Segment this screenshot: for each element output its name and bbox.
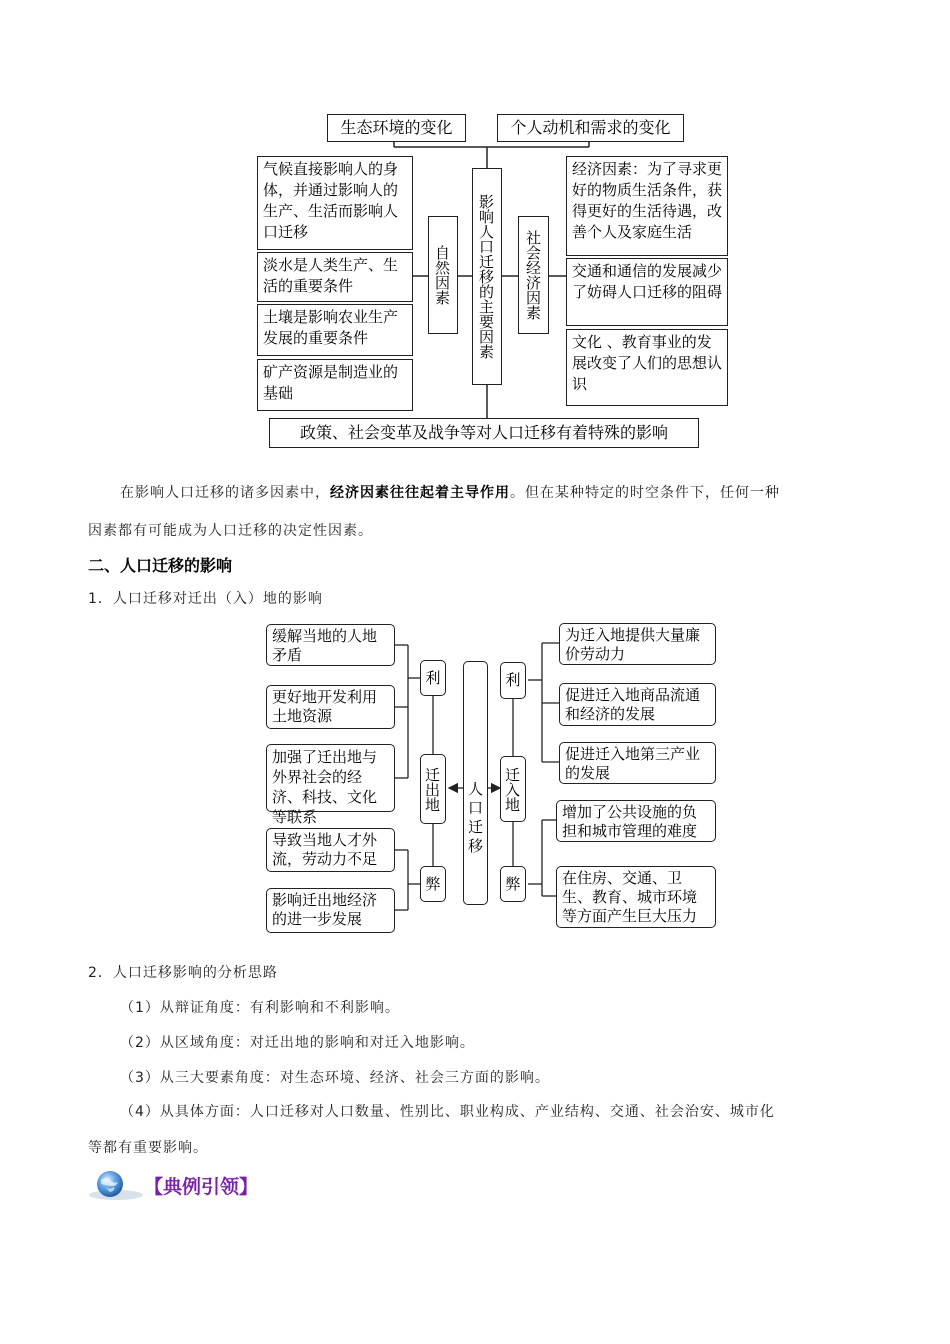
out-benefit-item-3: 加强了迁出地与外界社会的经济、科技、文化等联系: [266, 744, 395, 812]
out-harm-item-1: 导致当地人才外流，劳动力不足: [266, 828, 395, 872]
natural-factor-label: 自然因素: [428, 216, 458, 334]
ecology-change-box: 生态环境的变化: [327, 114, 466, 142]
analysis-item-1: （1）从辩证角度：有利影响和不利影响。: [120, 1000, 400, 1016]
in-benefit-label: 利: [500, 662, 526, 699]
in-place-label: 迁入地: [500, 756, 526, 822]
globe-icon: [88, 1168, 148, 1204]
out-benefit-item-1: 缓解当地的人地矛盾: [266, 624, 395, 666]
analysis-item-4: （4）从具体方面：人口迁移对人口数量、性别比、职业构成、产业结构、交通、社会治安、城市化: [120, 1104, 775, 1120]
intro-paragraph-line2: 因素都有可能成为人口迁移的决定性因素。: [88, 523, 373, 539]
analysis-item-3: （3）从三大要素角度：对生态环境、经济、社会三方面的影响。: [120, 1070, 550, 1086]
example-header: [88, 1168, 288, 1204]
personal-motive-box: 个人动机和需求的变化: [497, 114, 684, 142]
in-harm-item-1: 增加了公共设施的负担和城市管理的难度: [556, 800, 716, 842]
social-factor-item-3: 文化 、教育事业的发展改变了人们的思想认识: [566, 329, 728, 406]
natural-factor-item-1: 气候直接影响人的身体，并通过影响人的生产、生活而影响人口迁移: [257, 156, 413, 250]
in-harm-item-2: 在住房、交通、卫生、教育、城市环境等方面产生巨大压力: [556, 866, 716, 928]
main-factors-center: 影响人口迁移的主要因素: [472, 168, 502, 385]
para-text-after: 。但在某种特定的时空条件下，任何一种: [510, 485, 780, 501]
out-harm-item-2: 影响迁出地经济的进一步发展: [266, 888, 395, 933]
in-benefit-item-3: 促进迁入地第三产业的发展: [559, 742, 716, 784]
out-benefit-label: 利: [420, 660, 446, 696]
natural-factor-item-4: 矿产资源是制造业的基础: [257, 359, 413, 411]
in-benefit-item-2: 促进迁入地商品流通和经济的发展: [559, 683, 716, 726]
in-harm-label: 弊: [500, 866, 526, 902]
analysis-item-4-cont: 等都有重要影响。: [88, 1140, 208, 1156]
natural-factor-item-2: 淡水是人类生产、生活的重要条件: [257, 252, 413, 302]
subsection-one-title: 1．人口迁移对迁出（入）地的影响: [88, 591, 323, 607]
analysis-item-2: （2）从区域角度：对迁出地的影响和对迁入地影响。: [120, 1035, 475, 1051]
example-label: 【典例引领】: [144, 1176, 259, 1198]
social-factor-label: 社会经济因素: [518, 216, 549, 334]
out-benefit-item-2: 更好地开发利用土地资源: [266, 685, 395, 729]
subsection-two-title: 2．人口迁移影响的分析思路: [88, 965, 278, 981]
para-text-before: 在影响人口迁移的诸多因素中，: [120, 485, 330, 501]
in-benefit-item-1: 为迁入地提供大量廉价劳动力: [559, 623, 716, 665]
out-place-label: 迁出地: [420, 754, 446, 824]
natural-factor-item-3: 土壤是影响农业生产发展的重要条件: [257, 304, 413, 356]
policy-war-box: 政策、社会变革及战争等对人口迁移有着特殊的影响: [269, 418, 699, 448]
social-factor-item-2: 交通和通信的发展减少了妨碍人口迁移的阻碍: [566, 258, 728, 326]
out-harm-label: 弊: [420, 866, 446, 902]
migration-center: 人口迁移: [463, 661, 488, 905]
para-text-bold: 经济因素往往起着主导作用: [330, 485, 510, 501]
social-factor-item-1: 经济因素：为了寻求更好的物质生活条件，获得更好的生活待遇，改善个人及家庭生活: [566, 156, 728, 256]
section-two-title: 二、人口迁移的影响: [88, 556, 233, 575]
